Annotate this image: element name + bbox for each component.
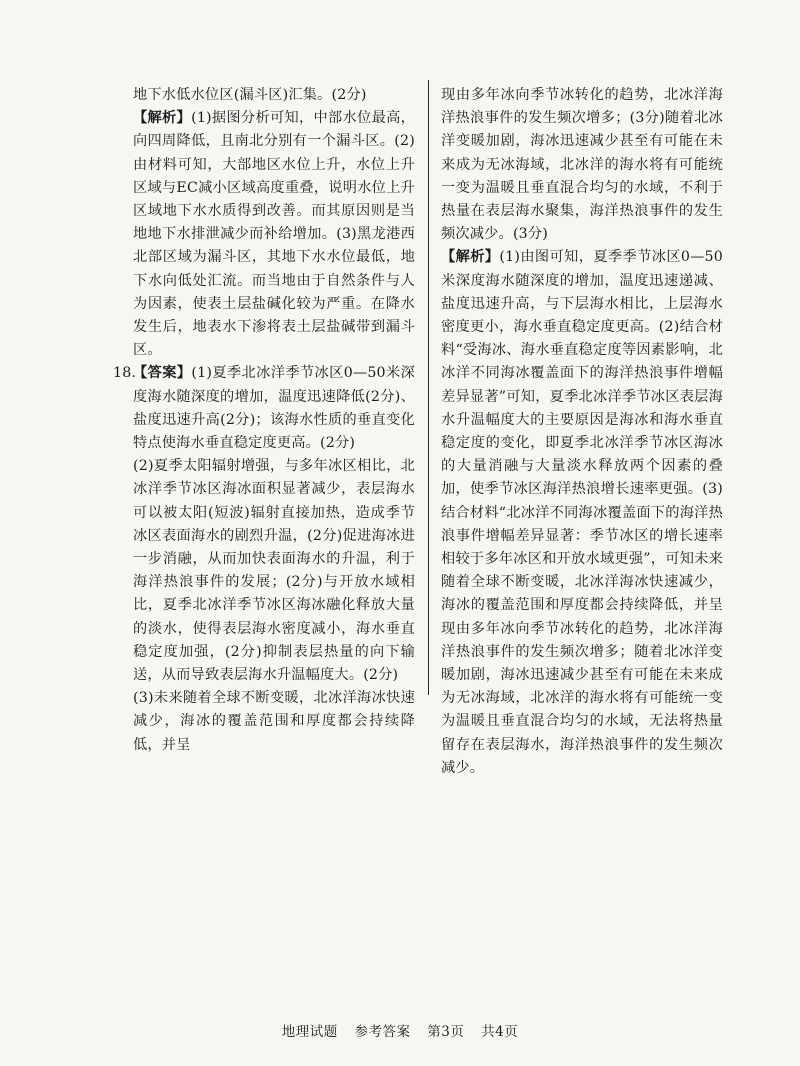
q18-answer-paragraph xyxy=(113,362,415,455)
column-divider xyxy=(428,80,429,695)
question-number: 18. xyxy=(113,365,137,382)
answer-label: 【答案】 xyxy=(133,365,192,382)
q18-analysis-paragraph xyxy=(441,246,723,780)
footer-subject: 地理试题 xyxy=(281,1024,338,1040)
analysis-label: 【解析】 xyxy=(441,249,500,266)
footer-total-pages: 共4页 xyxy=(481,1024,519,1040)
footer-page-number: 第3页 xyxy=(427,1024,465,1040)
left-column xyxy=(113,84,415,757)
right-column xyxy=(441,84,723,780)
q18-answer-text: (1)夏季北冰洋季节冰区0—50米深度海水随深度的增加，温度迅速降低(2分)、盐度迅速升高(2分)；该海水性质的垂直变化特点使海水垂直稳定度更高。(2分) xyxy=(133,365,415,452)
left-continuation-paragraph: 地下水低水位区(漏斗区)汇集。(2分) xyxy=(133,87,367,103)
q17-analysis-paragraph xyxy=(133,107,415,362)
page-footer xyxy=(0,1020,800,1040)
q18-answer-part2: (2)夏季太阳辐射增强，与多年冰区相比，北冰洋季节冰区海冰面积显著减少，表层海水可以被太阳(短波)辐射直接加热，造成季节冰区表面海水的剧烈升温，(2分)促进海冰进一步消融，从而加快表面海水的升温，利于海洋热浪事件的发展；(2分)与开放水域相比，夏季北冰洋季节冰区海冰融化释放大量的淡水，使得表层海水密度减小，海水垂直稳定度加强，(2分)抑制表层热量的向下输送，从而导致表层海水升温幅度大。(2分) xyxy=(133,458,415,684)
q17-analysis-text: (1)据图分析可知，中部水位最高，向四周降低，且南北分别有一个漏斗区。(2)由材料可知，大部地区水位上升，水位上升区域与EC减小区域高度重叠，说明水位上升区域地下水水质得到改善。而其原因则是当地地下水排泄减少而补给增加。(3)黑龙港西北部区域为漏斗区，其地下水水位最低，地下水向低处汇流。而当地由于自然条件与人为因素，使表土层盐碱化较为严重。在降水发生后，地表水下渗将表土层盐碱带到漏斗区。 xyxy=(133,110,415,359)
analysis-label: 【解析】 xyxy=(133,110,192,127)
footer-doc-type: 参考答案 xyxy=(354,1024,411,1040)
q18-analysis-text: (1)由图可知，夏季季节冰区0—50米深度海水随深度的增加，温度迅速递减、盐度迅速升高，与下层海水相比，上层海水密度更小，海水垂直稳定度更高。(2)结合材料“受海冰、海水垂直稳定度等因素影响，北冰洋不同海冰覆盖面下的海洋热浪事件增幅差异显著”可知，夏季北冰洋季节冰区表层海水升温幅度大的主要原因是海冰和海水垂直稳定度的变化，即夏季北冰洋季节冰区海冰的大量消融与大量淡水释放两个因素的叠加，使季节冰区海洋热浪增长速率更强。(3)结合材料“北冰洋不同海冰覆盖面下的海洋热浪事件增幅差异显著：季节冰区的增长速率相较于多年冰区和开放水域更强”，可知未来随着全球不断变暖，北冰洋海冰快速减少，海冰的覆盖范围和厚度都会持续降低，并呈现由多年冰向季节冰转化的趋势，北冰洋海洋热浪事件的发生频次增多；随着北冰洋变暖加剧，海冰迅速减少甚至有可能在未来成为无冰海域，北冰洋的海水将有可能统一变为温暖且垂直混合均匀的水域，无法将热量留存在表层海水，海洋热浪事件的发生频次减少。 xyxy=(441,249,723,776)
q18-answer-part3: (3)未来随着全球不断变暖，北冰洋海冰快速减少，海冰的覆盖范围和厚度都会持续降低，并呈 xyxy=(133,690,415,753)
right-continuation-paragraph: 现由多年冰向季节冰转化的趋势，北冰洋海洋热浪事件的发生频次增多；(3分)随着北冰洋变暖加剧，海冰迅速减少甚至有可能在未来成为无冰海域，北冰洋的海水将有可能统一变为温暖且垂直混合均匀的水域，不利于热量在表层海水聚集，海洋热浪事件的发生频次减少。(3分) xyxy=(441,87,723,243)
